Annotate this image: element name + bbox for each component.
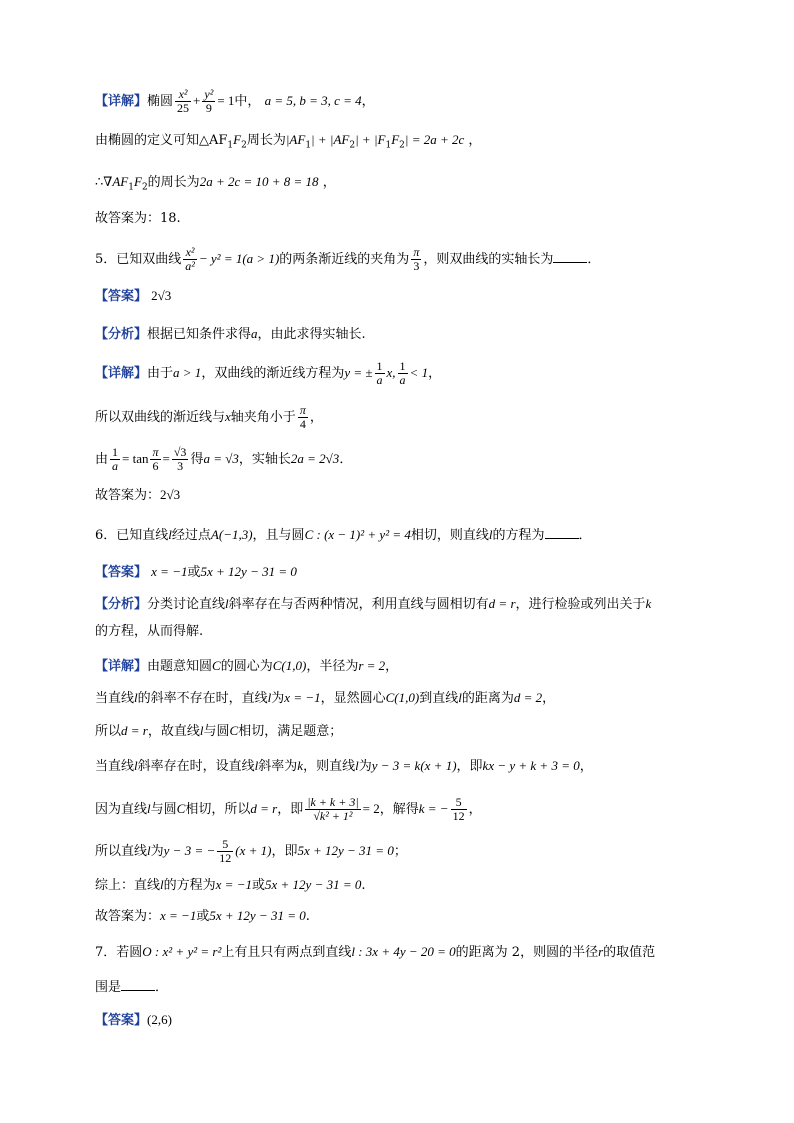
detail-6-f: 所以直线l为y − 3 = − $\frac{5}{12}$ (x + 1)，即5x + 12y − 31 = 0； (95, 837, 407, 865)
fraction: $\frac{1}{a}$ (112, 445, 119, 473)
detail-5-a: 【详解】由于a > 1，双曲线的渐近线方程为y = ± $\frac{1}{a}$ x, $\frac{1}{a}$ < 1， (95, 359, 442, 387)
answer-6: 【答案】 x = −1或5x + 12y − 31 = 0 (95, 564, 297, 580)
detail-6-d: 当直线l斜率存在时，设直线l斜率为k，则直线l为y − 3 = k(x + 1)，即kx − y + k + 3 = 0， (95, 758, 593, 774)
answer-7: 【答案】(2,6) (95, 1012, 172, 1028)
fraction: $\frac{\pi}{4}$ (299, 403, 306, 431)
fraction: $\frac{1}{a}$ (376, 359, 383, 387)
fraction: $\frac{\text{y²}}{9}$ (204, 87, 214, 115)
fraction: $\frac{\text{x²}}{\text{a²}}$ (185, 245, 195, 273)
fraction: $\frac{√3}{3}$ (173, 445, 187, 473)
fraction: $\frac{\pi}{3}$ (413, 245, 420, 273)
detail-5-c: 由 $\frac{1}{a}$ = tan $\frac{\pi}{6}$ = $\frac{√3}{3}$ 得a = √3，实轴长2a = 2√3． (95, 445, 353, 473)
answer-summary-4: 故答案为：18. (95, 211, 181, 226)
analysis-6-b: 的方程，从而得解. (95, 624, 204, 639)
fraction: $\frac{5}{12}$ (219, 837, 232, 865)
detail-6-b: 当直线l的斜率不存在时，直线l为x = −1，显然圆心C(1,0)到直线l的距离为d = 2， (95, 690, 556, 706)
answer-blank[interactable] (121, 978, 155, 991)
detail-tag: 【详解】 (95, 94, 148, 109)
detail-ellipse-line: 【详解】椭圆 $\frac{\text{x²}}{25}$ + $\frac{\text{y²}}{9}$ = 1中， a = 5, b = 3, c = 4， (95, 87, 375, 115)
detail-6-e: 因为直线l与圆C相切，所以d = r，即 $\frac{|k + k + 3|}{\text{√k² + 1²}}$ = 2，解得k = − $\frac{5}{12}$ ， (95, 795, 482, 823)
fraction: $\frac{\text{x²}}{25}$ (177, 87, 190, 115)
ellipse-definition-line: 由椭圆的定义可知$\triangle AF_1F_2$周长为$|AF_1| + |AF_2| + |F_1F_2| = 2a + 2c$ ， (95, 132, 482, 151)
question-7-b: 围是 ． (95, 980, 169, 995)
analysis-6-a: 【分析】分类讨论直线l斜率存在与否两种情况，利用直线与圆相切有d = r，进行检验或列出关于k (95, 596, 652, 612)
detail-6-g: 综上：直线l的方程为x = −1或5x + 12y − 31 = 0. (95, 877, 366, 893)
fraction: $\frac{\pi}{6}$ (152, 445, 159, 473)
detail-5-d: 故答案为：2√3 (95, 487, 181, 503)
question-5: 5．已知双曲线 $\frac{\text{x²}}{\text{a²}}$ − y² = 1(a > 1)的两条渐近线的夹角为 $\frac{\pi}{3}$ ，则双曲线的实轴长为 ． (95, 245, 601, 273)
detail-6-c: 所以d = r，故直线l与圆C相切，满足题意； (95, 723, 343, 739)
fraction: $\frac{5}{12}$ (452, 795, 465, 823)
fraction: $\frac{1}{a}$ (399, 359, 406, 387)
perimeter-line: $\therefore\nabla AF_1F_2$的周长为2a + 2c = 10 + 8 = 18 ， (95, 174, 336, 193)
answer-blank[interactable] (545, 526, 579, 539)
analysis-5: 【分析】根据已知条件求得a，由此求得实轴长. (95, 326, 366, 342)
detail-5-b: 所以双曲线的渐近线与x轴夹角小于 $\frac{\pi}{4}$ ， (95, 403, 323, 431)
fraction: $\frac{|k + k + 3|}{\text{√k² + 1²}}$ (307, 795, 359, 823)
detail-6-a: 【详解】由题意知圆C的圆心为C(1,0)，半径为r = 2， (95, 658, 399, 674)
detail-6-h: 故答案为：x = −1或5x + 12y − 31 = 0. (95, 908, 310, 924)
answer-5: 【答案】 2√3 (95, 288, 172, 304)
question-6: 6．已知直线l经过点A(−1,3)，且与圆C : (x − 1)² + y² = 4相切，则直线l的方程为 ． (95, 527, 592, 543)
question-7-a: 7．若圆O : x² + y² = r²上有且只有两点到直线l : 3x + 4y − 20 = 0的距离为 2，则圆的半径r的取值范 (95, 944, 656, 960)
answer-blank[interactable] (553, 250, 587, 263)
